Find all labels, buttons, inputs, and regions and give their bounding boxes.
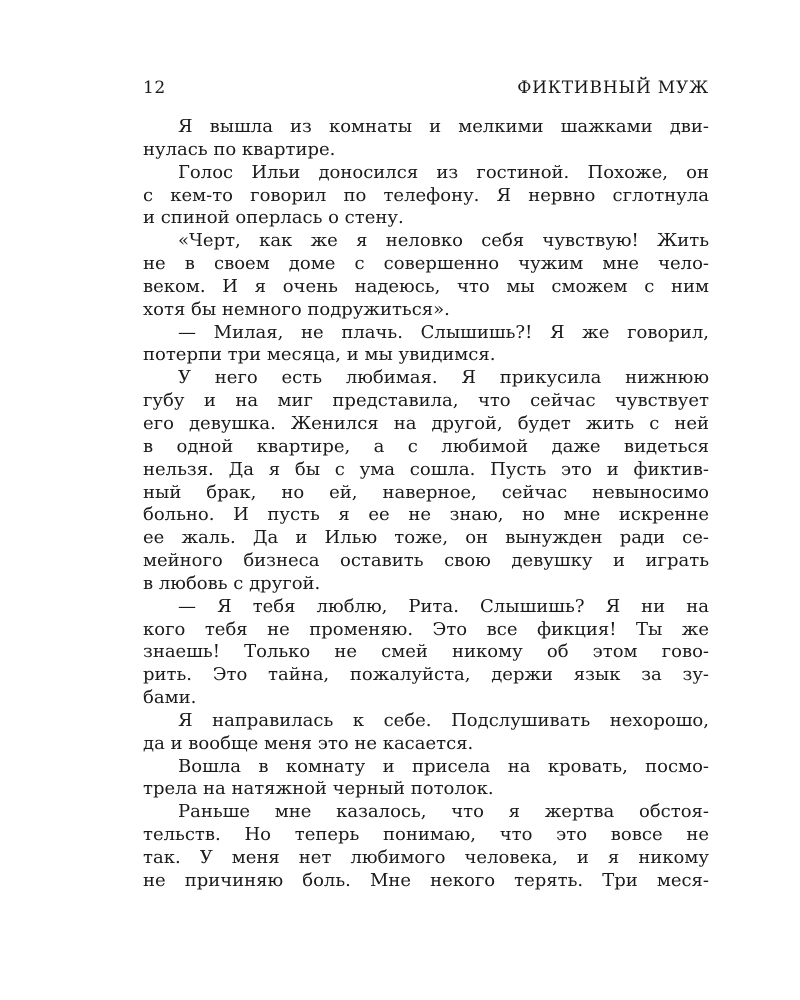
text-line: «Черт, как же я неловко себя чувствую! Жить — [178, 230, 709, 252]
paragraph — [143, 116, 709, 162]
paragraph — [143, 322, 709, 368]
text-line: хотя бы немного подружиться». — [143, 298, 450, 320]
text-line: в одной квартире, а с любимой даже видеться — [143, 435, 709, 457]
text-line: — Милая, не плачь. Слышишь?! Я же говорил, — [178, 321, 709, 343]
text-line: знаешь! Только не смей никому об этом гово- — [143, 641, 709, 663]
paragraph — [143, 162, 709, 231]
paragraph — [143, 710, 709, 756]
paragraph — [143, 367, 709, 595]
paragraph — [143, 756, 709, 802]
text-line: и спиной оперлась о стену. — [143, 207, 404, 229]
text-line: Вошла в комнату и присела на кровать, посмо- — [178, 755, 709, 777]
text-line: кого тебя не променяю. Это все фикция! Ты же — [143, 618, 709, 640]
text-line: не причиняю боль. Мне некого терять. Три меся- — [143, 869, 709, 891]
text-line: ее жаль. Да и Илью тоже, он вынужден ради се- — [143, 527, 709, 549]
body-text — [143, 116, 709, 893]
paragraph — [143, 596, 709, 710]
text-line: нулась по квартире. — [143, 138, 336, 160]
text-line: мейного бизнеса оставить свою девушку и играть — [143, 550, 709, 572]
text-line: так. У меня нет любимого человека, и я никому — [143, 847, 709, 868]
text-line: нельзя. Да я бы с ума сошла. Пусть это и фиктив- — [143, 458, 709, 480]
text-line: не в своем доме с совершенно чужим мне чело- — [143, 253, 709, 275]
page-header — [143, 76, 709, 100]
text-line: да и вообще меня это не касается. — [143, 732, 474, 754]
running-title: ФИКТИВНЫЙ МУЖ — [517, 78, 709, 98]
text-line: в любовь с другой. — [143, 572, 321, 594]
paragraph — [143, 230, 709, 321]
text-line: больно. И пусть я ее не знаю, но мне искренне — [143, 504, 709, 526]
text-line: тельств. Но теперь понимаю, что это вовсе не — [143, 824, 709, 846]
text-line: У него есть любимая. Я прикусила нижнюю — [178, 367, 709, 389]
text-line: Раньше мне казалось, что я жертва обстоя- — [178, 801, 709, 823]
page-number: 12 — [143, 78, 166, 98]
text-line: — Я тебя люблю, Рита. Слышишь? Я ни на — [178, 595, 709, 617]
text-line: рить. Это тайна, пожалуйста, держи язык за зу- — [143, 664, 709, 686]
paragraph — [143, 801, 709, 892]
text-line: губу и на миг представила, что сейчас чувствует — [143, 390, 709, 412]
text-line: трела на натяжной черный потолок. — [143, 778, 494, 800]
text-line: Я вышла из комнаты и мелкими шажками дви- — [178, 116, 709, 137]
text-line: веком. И я очень надеюсь, что мы сможем с ним — [143, 275, 709, 297]
text-line: ный брак, но ей, наверное, сейчас невыносимо — [143, 481, 709, 503]
text-line: бами. — [143, 687, 197, 709]
text-line: потерпи три месяца, и мы увидимся. — [143, 344, 496, 366]
text-line: его девушка. Женился на другой, будет жить с ней — [143, 412, 709, 434]
text-line: Я направилась к себе. Подслушивать нехорошо, — [178, 709, 709, 731]
text-line: с кем-то говорил по телефону. Я нервно сглотнула — [143, 184, 709, 206]
text-line: Голос Ильи доносился из гостиной. Похоже, он — [178, 161, 709, 183]
